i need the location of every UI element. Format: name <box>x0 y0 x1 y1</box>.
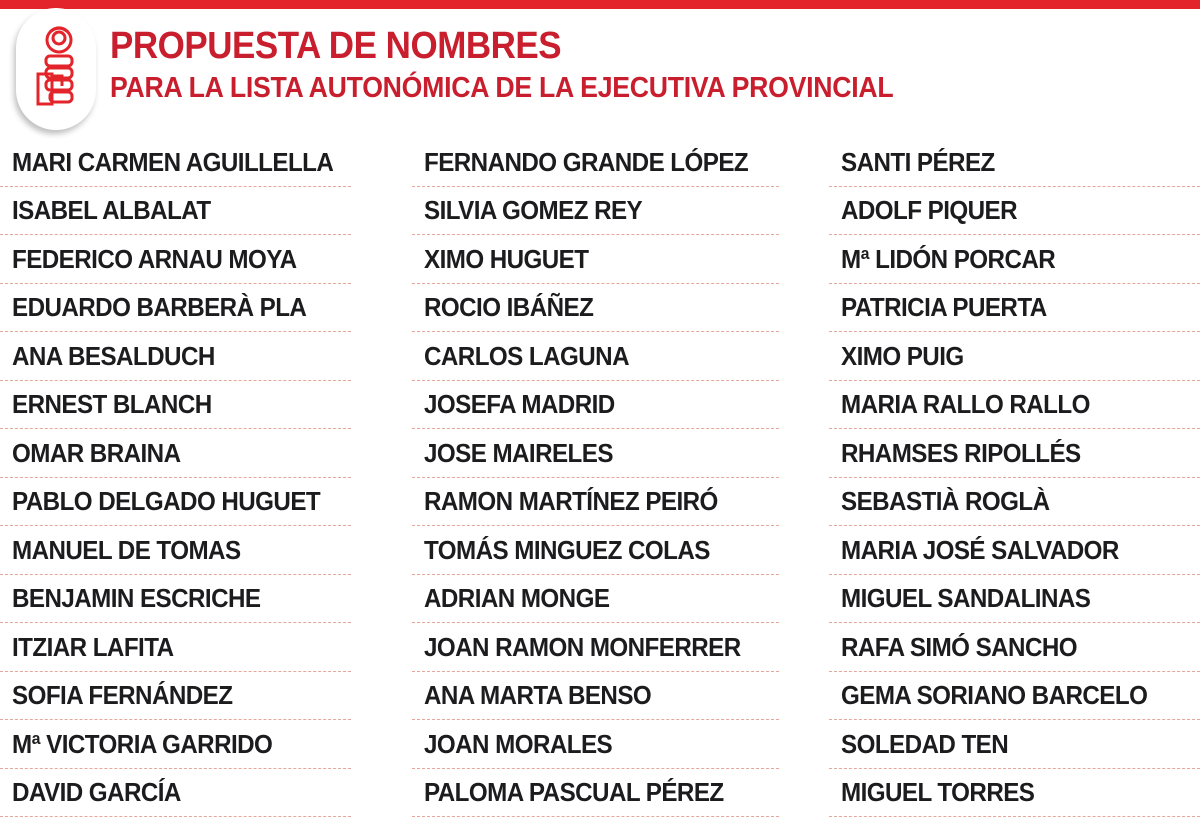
list-item <box>829 720 1200 769</box>
name-text: XIMO HUGUET <box>424 243 589 274</box>
name-text: Mª VICTORIA GARRIDO <box>12 728 273 759</box>
list-item <box>0 769 351 818</box>
list-item <box>0 672 351 721</box>
name-text: DAVID GARCÍA <box>12 777 181 807</box>
name-text: SILVIA GOMEZ REY <box>424 195 643 225</box>
name-text: TOMÁS MINGUEZ COLAS <box>424 534 710 565</box>
list-item <box>412 429 779 478</box>
fist-rose-icon <box>36 24 80 116</box>
name-text: PABLO DELGADO HUGUET <box>12 486 321 516</box>
list-item <box>829 623 1200 672</box>
list-item <box>829 429 1200 478</box>
list-item <box>829 381 1200 430</box>
list-item <box>829 478 1200 527</box>
name-text: PALOMA PASCUAL PÉREZ <box>424 777 724 807</box>
name-text: SANTI PÉREZ <box>841 146 995 177</box>
list-item <box>829 769 1200 818</box>
name-text: ANA MARTA BENSO <box>424 680 652 710</box>
list-item <box>829 187 1200 236</box>
list-item <box>0 332 351 381</box>
name-text: ANA BESALDUCH <box>12 340 215 371</box>
list-item <box>0 235 351 284</box>
page-title: PROPUESTA DE NOMBRES <box>110 25 562 67</box>
name-text: ERNEST BLANCH <box>12 389 212 419</box>
name-text: JOSEFA MADRID <box>424 389 615 419</box>
name-text: RAMON MARTÍNEZ PEIRÓ <box>424 486 718 516</box>
name-text: SOFIA FERNÁNDEZ <box>12 680 233 710</box>
name-text: PATRICIA PUERTA <box>841 292 1047 322</box>
list-item <box>0 478 351 527</box>
name-text: XIMO PUIG <box>841 340 964 371</box>
list-item <box>412 187 779 236</box>
list-item <box>0 429 351 478</box>
list-item <box>412 575 779 624</box>
list-item <box>412 235 779 284</box>
list-item <box>0 623 351 672</box>
list-item <box>829 672 1200 721</box>
name-text: SOLEDAD TEN <box>841 728 1009 759</box>
list-item <box>0 381 351 430</box>
list-item <box>829 284 1200 333</box>
name-text: BENJAMIN ESCRICHE <box>12 583 261 613</box>
name-text: JOSE MAIRELES <box>424 437 613 468</box>
name-text: MARIA JOSÉ SALVADOR <box>841 534 1119 565</box>
list-item <box>829 526 1200 575</box>
list-item <box>829 332 1200 381</box>
page-subtitle: PARA LA LISTA AUTONÓMICA DE LA EJECUTIVA PROVINCIAL <box>110 72 894 104</box>
list-item <box>829 235 1200 284</box>
party-logo <box>16 8 96 130</box>
name-text: ROCIO IBÁÑEZ <box>424 292 594 322</box>
name-text: EDUARDO BARBERÀ PLA <box>12 292 307 322</box>
name-text: ISABEL ALBALAT <box>12 195 211 225</box>
name-text: Mª LIDÓN PORCAR <box>841 243 1056 274</box>
name-text: JOAN MORALES <box>424 728 613 759</box>
list-item <box>0 284 351 333</box>
list-item <box>0 138 351 187</box>
name-text: RAFA SIMÓ SANCHO <box>841 631 1078 662</box>
name-text: ADRIAN MONGE <box>424 583 610 613</box>
names-column-1 <box>0 138 351 817</box>
list-item <box>412 138 779 187</box>
name-text: OMAR BRAINA <box>12 437 181 468</box>
names-column-3 <box>829 138 1200 817</box>
list-item <box>0 526 351 575</box>
name-text: MARI CARMEN AGUILLELLA <box>12 146 334 177</box>
name-text: ITZIAR LAFITA <box>12 631 174 662</box>
name-text: JOAN RAMON MONFERRER <box>424 631 741 662</box>
list-item <box>412 623 779 672</box>
list-item <box>412 478 779 527</box>
list-item <box>412 284 779 333</box>
names-column-2 <box>412 138 779 817</box>
name-text: MANUEL DE TOMAS <box>12 534 241 565</box>
list-item <box>412 526 779 575</box>
name-text: GEMA SORIANO BARCELO <box>841 680 1148 710</box>
name-text: FERNANDO GRANDE LÓPEZ <box>424 146 749 177</box>
name-text: MIGUEL SANDALINAS <box>841 583 1091 613</box>
list-item <box>412 672 779 721</box>
name-text: RHAMSES RIPOLLÉS <box>841 437 1081 468</box>
name-text: MIGUEL TORRES <box>841 777 1035 807</box>
list-item <box>412 332 779 381</box>
name-text: CARLOS LAGUNA <box>424 340 629 371</box>
name-text: SEBASTIÀ ROGLÀ <box>841 486 1050 516</box>
list-item <box>829 138 1200 187</box>
list-item <box>0 720 351 769</box>
name-text: MARIA RALLO RALLO <box>841 389 1090 419</box>
name-text: ADOLF PIQUER <box>841 195 1018 225</box>
list-item <box>412 720 779 769</box>
name-text: FEDERICO ARNAU MOYA <box>12 243 297 274</box>
list-item <box>412 769 779 818</box>
list-item <box>0 575 351 624</box>
list-item <box>412 381 779 430</box>
list-item <box>829 575 1200 624</box>
list-item <box>0 187 351 236</box>
top-accent-bar <box>0 0 1200 9</box>
